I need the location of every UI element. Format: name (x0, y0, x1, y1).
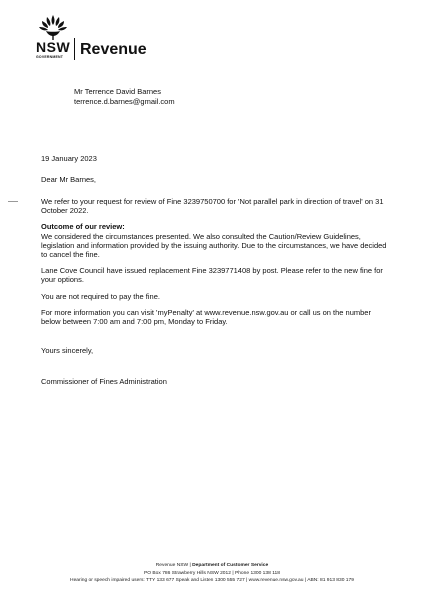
nsw-revenue-logo (36, 14, 166, 74)
recipient-block (74, 87, 175, 107)
margin-fold-mark (8, 201, 18, 202)
brand-nsw: NSW (36, 39, 71, 55)
letter-date: 19 January 2023 (41, 154, 97, 163)
outcome-paragraph: We considered the circumstances presented. We also consulted the Caution/Review Guidelines, legislation and information provided by the issuing authority. Due to the circumstances, we have decided to cancel the fine. (41, 231, 387, 260)
brand-government: GOVERNMENT (36, 55, 64, 59)
more-info-paragraph: For more information you can visit 'myPenalty' at www.revenue.nsw.gov.au or call us on the number below between 7:00 am and 7:00 pm, Monday to Friday. (41, 307, 371, 327)
logo-divider (74, 38, 75, 60)
recipient-name: Mr Terrence David Barnes (74, 87, 161, 96)
footer-hearing: Hearing or speech impaired users: TTY 133 677 Speak and Listen 1300 555 727 | www.revenue.nsw.gov.au | ABN: 81 913 830 179 (70, 578, 354, 584)
not-required-paragraph: You are not required to pay the fine. (41, 291, 160, 301)
signatory: Commissioner of Fines Administration (41, 377, 167, 386)
footer-dept: Department of Customer Service (192, 563, 269, 568)
letter-body (41, 197, 391, 333)
intro-paragraph: We refer to your request for review of Fine 3239750700 for 'Not parallel park in direction of travel' on 31 October 2022. (41, 197, 384, 216)
signoff: Yours sincerely, (41, 346, 94, 355)
recipient-email: terrence.d.barnes@gmail.com (74, 97, 175, 106)
outcome-heading: Outcome of our review: (41, 222, 125, 232)
replacement-paragraph: Lane Cove Council have issued replacement Fine 3239771408 by post. Please refer to the new fine for your options. (41, 266, 383, 285)
salutation: Dear Mr Barnes, (41, 175, 97, 184)
footer-org: Revenue NSW (155, 563, 189, 568)
nsw-waratah-icon (38, 14, 68, 40)
footer-address: PO Box 786 Strawberry Hills NSW 2012 | Phone 1300 138 118 (143, 570, 281, 576)
brand-revenue: Revenue (80, 41, 147, 58)
footer (0, 562, 424, 585)
footer-org-line: Revenue NSW | Department of Customer Service (155, 563, 269, 568)
